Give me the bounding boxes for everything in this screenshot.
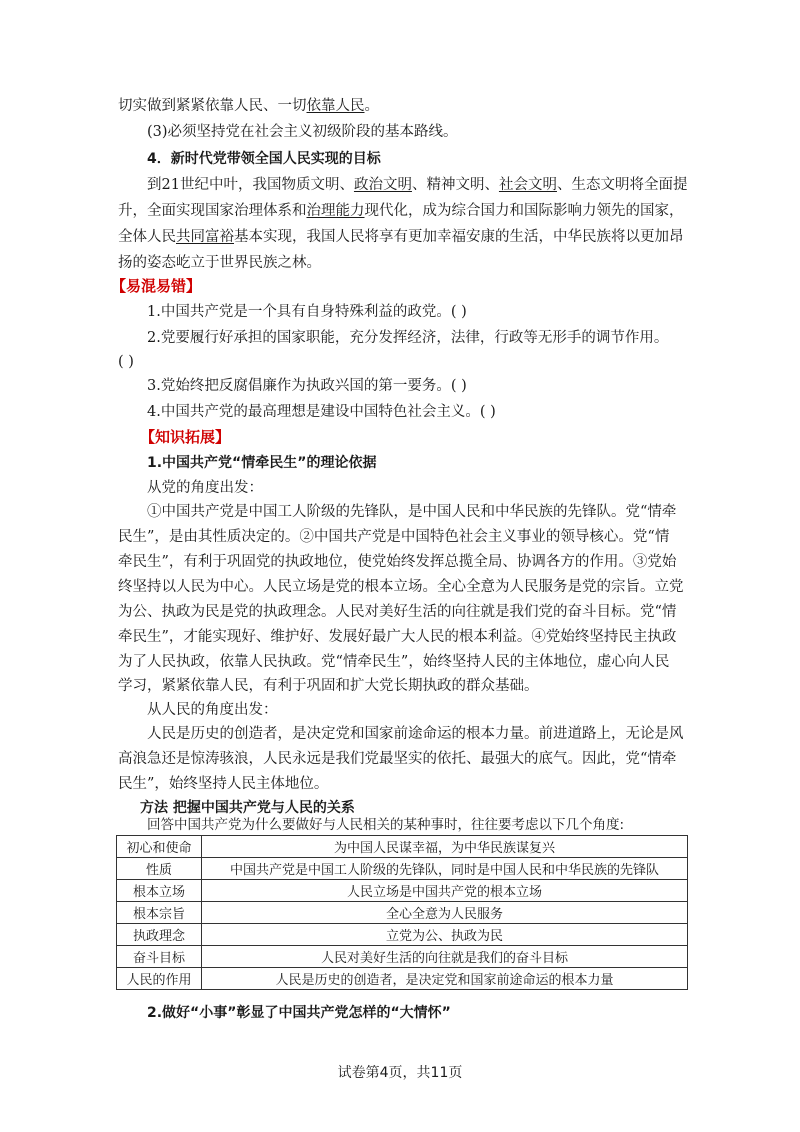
question-2: 2.做好“小事”彰显了中国共产党怎样的“大情怀”	[147, 1005, 451, 1021]
table-key: 根本立场	[117, 880, 202, 902]
party-line: 牵民生”，有利于巩固党的执政地位，使党始终发挥总揽全局、协调各方的作用。③党始	[118, 554, 677, 570]
method-title: 方法 把握中国共产党与人民的关系	[140, 800, 355, 816]
table-value: 人民是历史的创造者，是决定党和国家前途命运的根本力量	[202, 968, 688, 990]
party-line: 民生”，是由其性质决定的。②中国共产党是中国特色社会主义事业的领导核心。党“情	[118, 529, 670, 545]
page-footer: 试卷第4页，共11页	[337, 1065, 463, 1081]
table-row	[117, 858, 688, 880]
people-line: 高浪急还是惊涛骇浪，人民永远是我们党最坚实的依托、最强大的底气。因此，党“情牵	[118, 751, 677, 767]
table-value: 中国共产党是中国工人阶级的先锋队，同时是中国人民和中华民族的先锋队	[202, 858, 688, 880]
party-line: 终坚持以人民为中心。人民立场是党的根本立场。全心全意为人民服务是党的宗旨。立党	[118, 579, 684, 595]
relationship-table	[116, 835, 688, 990]
confusion-item-3: 3.党始终把反腐倡廉作为执政兴国的第一要务。( )	[147, 378, 467, 394]
confusion-item-1: 1.中国共产党是一个具有自身特殊利益的政党。( )	[147, 304, 467, 320]
table-value: 为中国人民谋幸福，为中华民族谋复兴	[202, 836, 688, 858]
confusion-title: 【易混易错】	[111, 277, 202, 295]
table-key: 执政理念	[117, 924, 202, 946]
table-row	[117, 946, 688, 968]
intro-line-1: 切实做到紧紧依靠人民、一切依靠人民。	[118, 98, 379, 114]
party-line: 为公、执政为民是党的执政理念。人民对美好生活的向往就是我们党的奋斗目标。党“情	[118, 604, 677, 620]
table-value: 全心全意为人民服务	[202, 902, 688, 924]
people-line: 民生”，始终坚持人民主体地位。	[118, 776, 329, 792]
extension-title: 【知识拓展】	[140, 428, 231, 446]
table-row	[117, 880, 688, 902]
section-4-line-1: 到21世纪中叶，我国物质文明、政治文明、精神文明、社会文明、生态文明将全面提	[147, 177, 688, 193]
table-row	[117, 902, 688, 924]
table-key: 性质	[117, 858, 202, 880]
table-value: 人民立场是中国共产党的根本立场	[202, 880, 688, 902]
party-angle-heading: 从党的角度出发：	[147, 480, 263, 496]
table-row	[117, 836, 688, 858]
people-angle-heading: 从人民的角度出发：	[147, 702, 278, 718]
question-1: 1.中国共产党“情牵民生”的理论依据	[147, 455, 377, 471]
table-key: 人民的作用	[117, 968, 202, 990]
confusion-item-2-paren: ( )	[118, 354, 134, 370]
party-line: 牵民生”，才能实现好、维护好、发展好最广大人民的根本利益。④党始终坚持民主执政	[118, 629, 677, 645]
method-intro: 回答中国共产党为什么要做好与人民相关的某种事时，往往要考虑以下几个角度:	[147, 817, 625, 833]
table-value: 人民对美好生活的向往就是我们的奋斗目标	[202, 946, 688, 968]
party-line: 为了人民执政，依靠人民执政。党“情牵民生”，始终坚持人民的主体地位，虚心向人民	[118, 654, 670, 670]
confusion-item-2: 2.党要履行好承担的国家职能，充分发挥经济，法律，行政等无形手的调节作用。	[147, 330, 669, 346]
party-line: ①中国共产党是中国工人阶级的先锋队，是中国人民和中华民族的先锋队。党“情牵	[147, 504, 677, 520]
table-key: 初心和使命	[117, 836, 202, 858]
section-4-heading: 4．新时代党带领全国人民实现的目标	[147, 151, 381, 167]
party-line: 学习，紧紧依靠人民，有利于巩固和扩大党长期执政的群众基础。	[118, 678, 539, 694]
table-row	[117, 968, 688, 990]
confusion-item-4: 4.中国共产党的最高理想是建设中国特色社会主义。( )	[147, 404, 496, 420]
table-value: 立党为公、执政为民	[202, 924, 688, 946]
section-4-line-4: 扬的姿态屹立于世界民族之林。	[118, 255, 321, 271]
section-4-line-2: 升，全面实现国家治理体系和治理能力现代化，成为综合国力和国际影响力领先的国家，	[118, 203, 684, 219]
table-row	[117, 924, 688, 946]
people-line: 人民是历史的创造者，是决定党和国家前途命运的根本力量。前进道路上，无论是风	[147, 726, 684, 742]
table-key: 根本宗旨	[117, 902, 202, 924]
table-key: 奋斗目标	[117, 946, 202, 968]
section-4-line-3: 全体人民共同富裕基本实现，我国人民将享有更加幸福安康的生活，中华民族将以更加昂	[118, 229, 684, 245]
point-3: (3)必须坚持党在社会主义初级阶段的基本路线。	[147, 124, 458, 140]
